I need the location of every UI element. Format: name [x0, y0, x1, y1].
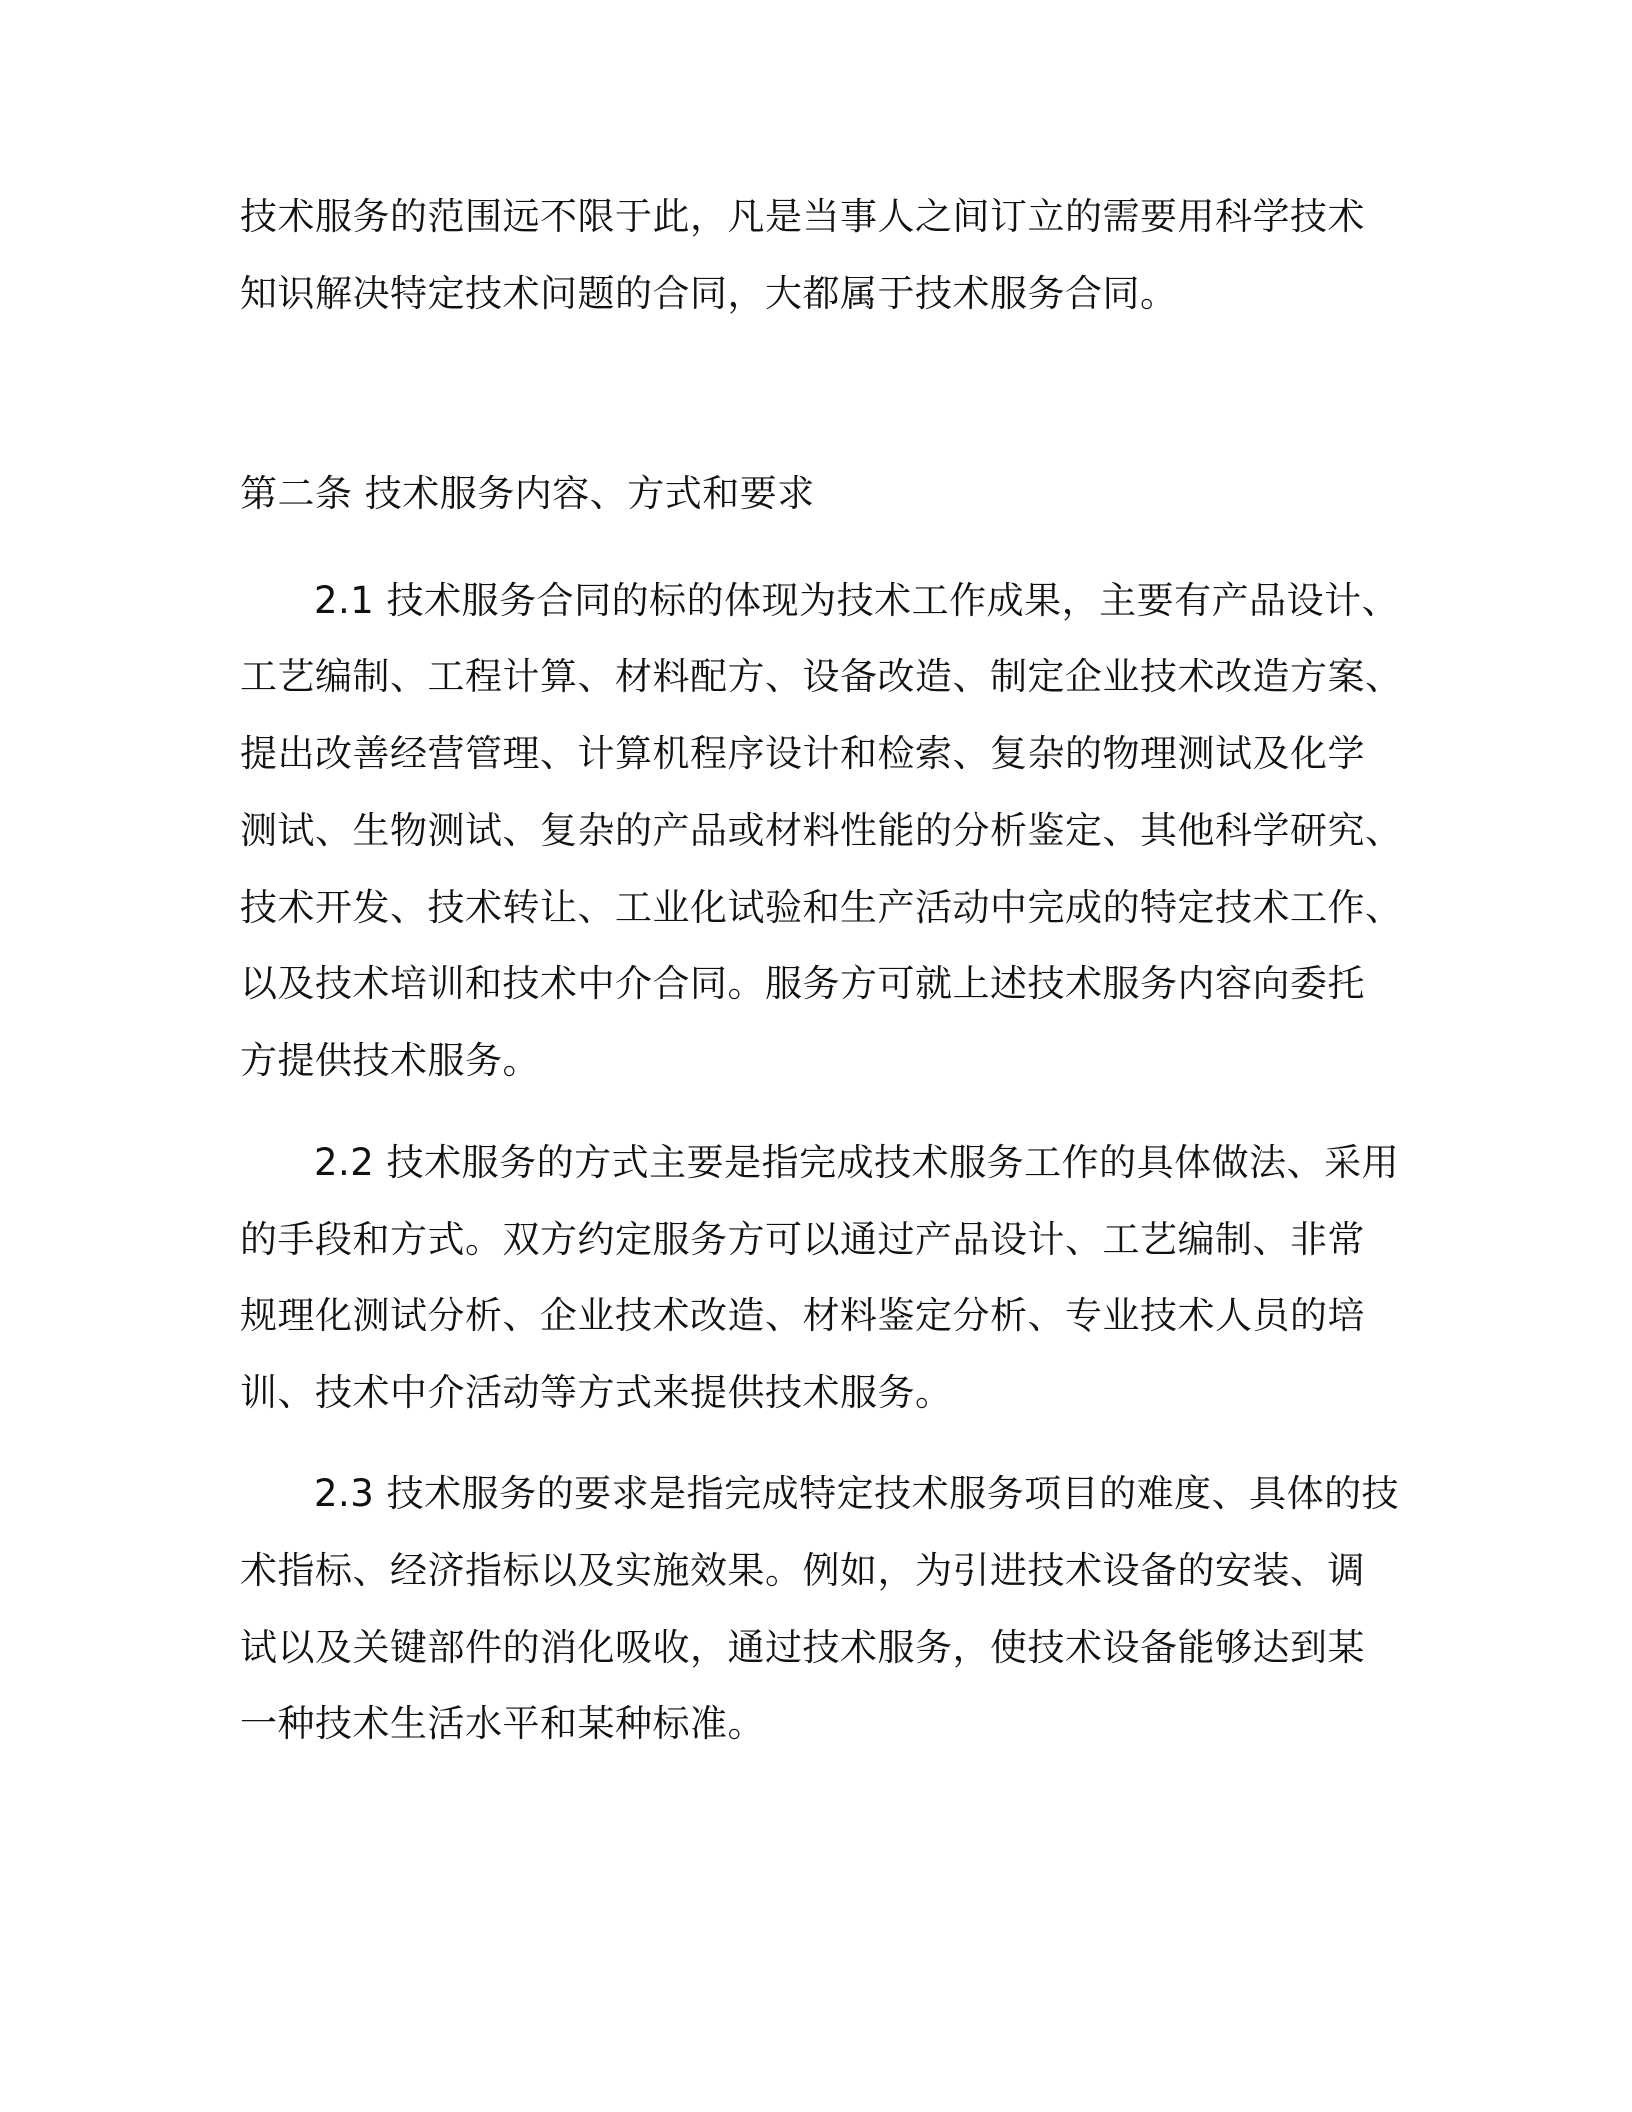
clause-2-2-line: 规理化测试分析、企业技术改造、材料鉴定分析、专业技术人员的培 [240, 1294, 1365, 1337]
clause-2-2-line: 的手段和方式。双方约定服务方可以通过产品设计、工艺编制、非常 [240, 1218, 1365, 1261]
clause-2-1-line: 方提供技术服务。 [240, 1039, 540, 1082]
clause-2-1-line: 测试、生物测试、复杂的产品或材料性能的分析鉴定、其他科学研究、 [240, 809, 1403, 852]
section-heading: 第二条 技术服务内容、方式和要求 [240, 472, 815, 515]
clause-2-1-line: 2.1 技术服务合同的标的体现为技术工作成果，主要有产品设计、 [314, 579, 1400, 622]
clause-2-3-line: 一种技术生活水平和某种标准。 [240, 1702, 765, 1745]
clause-2-2-line: 训、技术中介活动等方式来提供技术服务。 [240, 1371, 953, 1414]
clause-2-1-line: 以及技术培训和技术中介合同。服务方可就上述技术服务内容向委托 [240, 962, 1365, 1005]
clause-2-3-line: 术指标、经济指标以及实施效果。例如，为引进技术设备的安装、调 [240, 1549, 1365, 1592]
clause-2-1-line: 工艺编制、工程计算、材料配方、设备改造、制定企业技术改造方案、 [240, 655, 1403, 698]
clause-2-2-line: 2.2 技术服务的方式主要是指完成技术服务工作的具体做法、采用 [314, 1141, 1400, 1184]
intro-line: 知识解决特定技术问题的合同，大都属于技术服务合同。 [240, 272, 1178, 315]
clause-2-3-line: 试以及关键部件的消化吸收，通过技术服务，使技术设备能够达到某 [240, 1626, 1365, 1669]
clause-2-1-line: 提出改善经营管理、计算机程序设计和检索、复杂的物理测试及化学 [240, 732, 1365, 775]
clause-2-3-line: 2.3 技术服务的要求是指完成特定技术服务项目的难度、具体的技 [314, 1472, 1400, 1515]
clause-2-1-line: 技术开发、技术转让、工业化试验和生产活动中完成的特定技术工作、 [240, 886, 1403, 929]
intro-line: 技术服务的范围远不限于此，凡是当事人之间订立的需要用科学技术 [240, 195, 1365, 238]
